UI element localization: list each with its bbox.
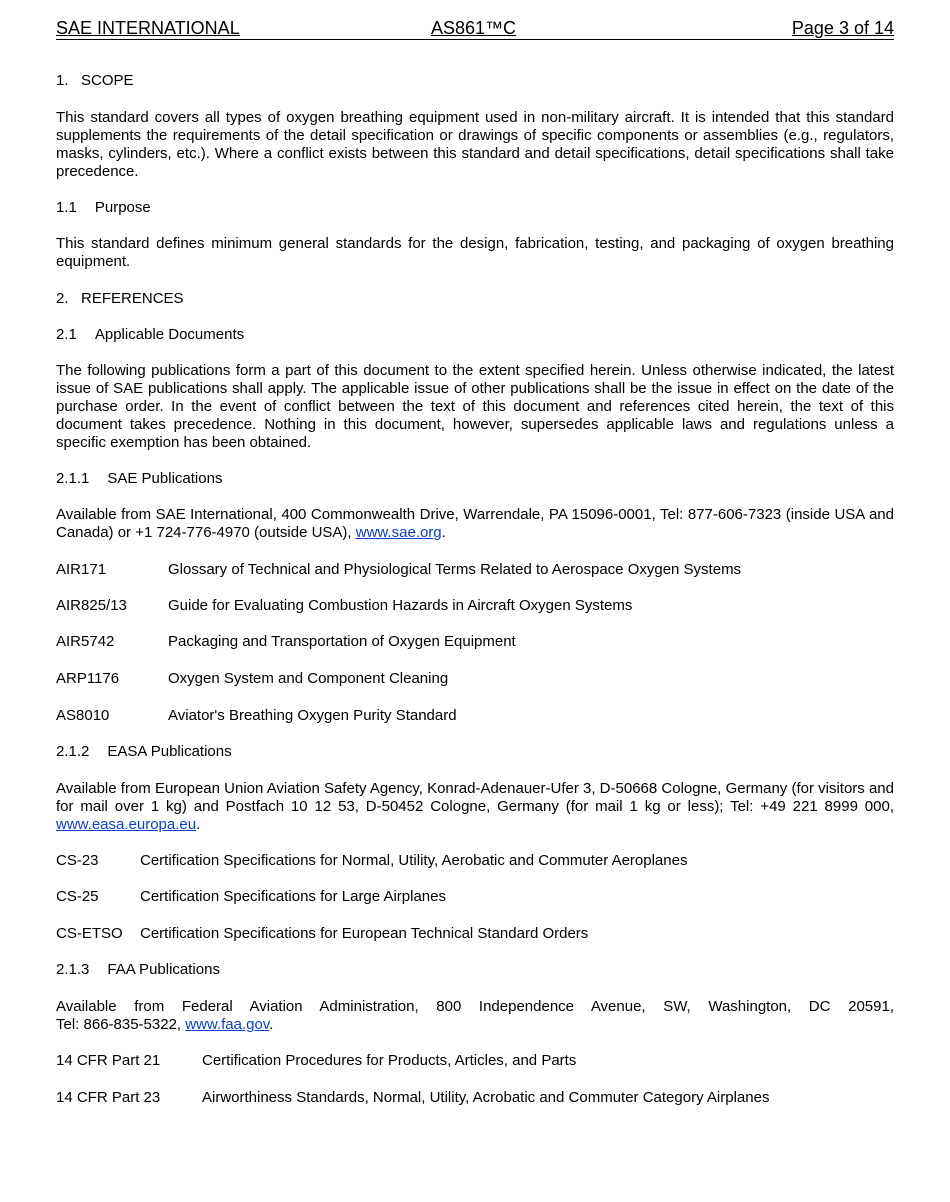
- punctuation: .: [269, 1016, 274, 1033]
- punctuation: .: [196, 816, 201, 833]
- faa-website-link[interactable]: www.faa.gov: [185, 1016, 270, 1033]
- reference-title: Airworthiness Standards, Normal, Utility, Acrobatic and Commuter Category Airplanes: [202, 1089, 770, 1106]
- reference-title: Certification Procedures for Products, Articles, and Parts: [202, 1052, 577, 1069]
- section-heading-easa-publications: [56, 743, 894, 761]
- scope-paragraph: This standard covers all types of oxygen breathing equipment used in non-military aircraft. It is intended that this standard supplements the requirements of the detail specification or drawings of specific components or assemblies (e.g., regulators, masks, cylinders, etc.). Where a conflict exists between this standard and detail specifications, detail specifications shall take precedence.: [56, 109, 894, 180]
- reference-code: AIR5742: [56, 633, 115, 650]
- section-heading-scope: [56, 72, 894, 90]
- section-number: 1.: [56, 72, 69, 89]
- sae-address-text: Available from SAE International, 400 Commonwealth Drive, Warrendale, PA 15096-0001, Tel: 877-606-7323 (inside USA and Canada) or +1 724-776-4970 (outside USA),: [56, 506, 894, 541]
- reference-title: Certification Specifications for Normal, Utility, Aerobatic and Commuter Aeroplanes: [140, 852, 688, 869]
- header-document-id: AS861™C: [431, 18, 517, 38]
- sae-availability-paragraph: [56, 506, 894, 542]
- section-title: SCOPE: [81, 72, 134, 89]
- faa-availability-line-1: Available from Federal Aviation Administration, 800 Independence Avenue, SW, Washington, DC 20591,: [56, 998, 894, 1015]
- reference-code: 14 CFR Part 23: [56, 1089, 161, 1106]
- reference-code: CS-25: [56, 888, 99, 905]
- section-number: 2.1.3: [56, 961, 90, 978]
- section-title: Purpose: [94, 199, 151, 216]
- reference-code: CS-ETSO: [56, 925, 123, 942]
- easa-website-link[interactable]: www.easa.europa.eu: [56, 816, 197, 833]
- section-heading-references: [56, 290, 894, 308]
- section-title: FAA Publications: [107, 961, 220, 978]
- reference-title: Aviator's Breathing Oxygen Purity Standard: [168, 707, 457, 724]
- reference-title: Guide for Evaluating Combustion Hazards in Aircraft Oxygen Systems: [168, 597, 633, 614]
- section-title: Applicable Documents: [94, 326, 245, 343]
- section-title: REFERENCES: [81, 290, 184, 307]
- section-heading-faa-publications: [56, 961, 894, 979]
- section-number: 2.1.2: [56, 743, 90, 760]
- easa-availability-paragraph: [56, 780, 894, 834]
- easa-address-text: Available from European Union Aviation Safety Agency, Konrad-Adenauer-Ufer 3, D-50668 Cologne, Germany (for visitors and for mail over 1 kg) and Postfach 10 12 53, D-50452 Cologne, Germany (for mail 1 kg or less); Tel: +49 221 8999 000,: [56, 780, 894, 815]
- faa-phone-text: Tel: 866-835-5322,: [56, 1016, 186, 1033]
- reference-title: Glossary of Technical and Physiological Terms Related to Aerospace Oxygen Systems: [168, 561, 742, 578]
- section-heading-sae-publications: [56, 470, 894, 488]
- reference-title: Certification Specifications for Large Airplanes: [140, 888, 446, 905]
- applicable-documents-paragraph: The following publications form a part of this document to the extent specified herein. Unless otherwise indicated, the latest issue of SAE publications shall apply. The applicable issue of other publications shall be the issue in effect on the date of the purchase order. In the event of conflict between the text of this document and references cited herein, the text of this document takes precedence. Nothing in this document, however, supersedes applicable laws and regulations unless a specific exemption has been obtained.: [56, 362, 894, 451]
- section-heading-applicable-documents: [56, 326, 894, 344]
- reference-code: 14 CFR Part 21: [56, 1052, 161, 1069]
- punctuation: .: [441, 524, 446, 541]
- reference-code: AIR825/13: [56, 597, 127, 614]
- reference-title: Oxygen System and Component Cleaning: [168, 670, 449, 687]
- purpose-paragraph: This standard defines minimum general standards for the design, fabrication, testing, and packaging of oxygen breathing equipment.: [56, 235, 894, 270]
- section-number: 1.1: [56, 199, 77, 216]
- section-number: 2.1.1: [56, 470, 90, 487]
- header-organization: SAE INTERNATIONAL: [56, 18, 240, 38]
- section-number: 2.: [56, 290, 69, 307]
- reference-code: ARP1176: [56, 670, 120, 687]
- sae-website-link[interactable]: www.sae.org: [355, 524, 442, 541]
- reference-code: AS8010: [56, 707, 110, 724]
- section-title: SAE Publications: [107, 470, 223, 487]
- page-header: [56, 17, 894, 40]
- section-heading-purpose: [56, 199, 894, 217]
- reference-title: Certification Specifications for European Technical Standard Orders: [140, 925, 589, 942]
- section-number: 2.1: [56, 326, 77, 343]
- faa-availability-line-2: [56, 1016, 894, 1034]
- section-title: EASA Publications: [107, 743, 232, 760]
- header-page-number: Page 3 of 14: [791, 18, 894, 38]
- reference-title: Packaging and Transportation of Oxygen Equipment: [168, 633, 516, 650]
- reference-code: CS-23: [56, 852, 99, 869]
- reference-code: AIR171: [56, 561, 107, 578]
